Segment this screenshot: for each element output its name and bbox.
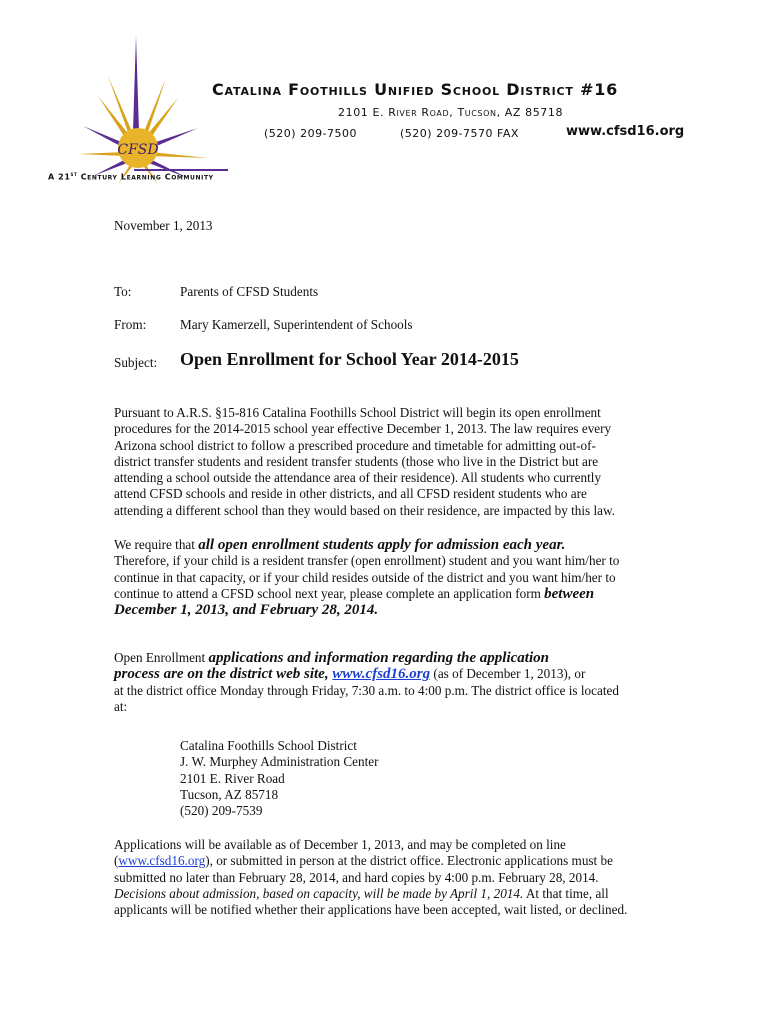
admission-decision-note: Decisions about admission, based on capacity, will be made by April 1, 2014. [114,885,524,901]
para3-line-1 [114,650,656,666]
office-address-line: Tucson, AZ 85718 [180,786,279,802]
tagline-pre: A 21 [48,172,71,182]
district-name: Catalina Foothills Unified School District #16 [212,80,619,99]
paragraph-2 [114,537,656,618]
para4-line-5: applicants will be notified whether their applications have been accepted, wait listed, or declined. [114,902,628,918]
para2-emphasis: all open enrollment students apply for admission each year. [198,537,566,553]
from-label: From: [114,317,147,332]
office-address-line: Catalina Foothills School District [180,738,357,753]
para2-lead: We require that [114,537,199,552]
para4-paren: ( [114,853,119,869]
office-address-line: 2101 E. River Road [180,770,285,786]
para1-line: Arizona school district to follow a prescribed procedure and timetable for admitting out-of- [114,437,596,453]
para3-emphasis-1: applications and information regarding the application [208,650,549,666]
logo-tagline [48,171,214,182]
paragraph-4 [114,837,656,918]
to-value: Parents of CFSD Students [180,284,319,299]
to-label: To: [114,284,132,299]
subject-label: Subject: [114,355,158,370]
para4-line-2 [114,853,656,869]
para2-between: between [544,585,595,602]
para3-lead: Open Enrollment [114,650,209,665]
para1-line: attending a school outside the attendance area of their residence). All students who currently [114,470,602,486]
tagline-sup: st [70,171,78,178]
office-address-line: (520) 209-7539 [180,803,263,819]
memo-date: November 1, 2013 [114,218,213,233]
para3-tail: (as of December 1, 2013), or [430,666,586,682]
para2-line-4 [114,586,656,602]
from-value: Mary Kamerzell, Superintendent of Schools [180,317,413,332]
para4-line4-tail: At that time, all [523,885,609,901]
para1-line: Pursuant to A.R.S. §15-816 Catalina Foothills School District will begin its open enrollment [114,405,601,420]
para2-line-1 [114,537,656,553]
district-website-header[interactable]: www.cfsd16.org [566,124,685,139]
district-website-link[interactable]: www.cfsd16.org [332,666,431,683]
office-address [180,738,379,819]
para3-emphasis-2: process are on the district web site, [114,666,333,683]
paragraph-3 [114,650,656,715]
para4-line-3: submitted no later than February 28, 2014, and hard copies by 4:00 p.m. February 28, 2014. [114,869,599,885]
para2-line-2: Therefore, if your child is a resident transfer (open enrollment) student and you want him/her to [114,553,620,569]
subject-value: Open Enrollment for School Year 2014-2015 [180,349,519,369]
para1-line: district transfer students and resident transfer students (those who live in the District but are [114,453,599,469]
district-phone: (520) 209-7500 [264,127,358,140]
tagline-post: Century Learning Community [77,172,214,182]
para1-line: attending a different school than they would based on their residence, are impacted by this law. [114,502,615,518]
para2-line4-text: continue to attend a CFSD school next year, please complete an application form [114,585,545,601]
logo-text: CFSD [117,142,159,158]
paragraph-1 [114,405,656,519]
para3-line-2 [114,666,656,682]
para1-line: attend CFSD schools and reside in other districts, and all CFSD resident students who are [114,486,587,502]
para3-line-4: at: [114,698,128,714]
cfsd-logo [38,36,228,186]
para4-line-4 [114,886,656,902]
para4-line2-tail: ), or submitted in person at the district office. Electronic applications must be [205,853,613,869]
office-address-line: J. W. Murphey Administration Center [180,754,379,770]
para3-line-3: at the district office Monday through Friday, 7:30 a.m. to 4:00 p.m. The district office is located [114,682,619,698]
para2-dates: December 1, 2013, and February 28, 2014. [114,602,379,619]
application-website-link[interactable]: www.cfsd16.org [118,853,206,869]
district-address: 2101 E. River Road, Tucson, AZ 85718 [338,106,564,119]
para2-line-3: continue in that capacity, or if your child resides outside of the district and you want him/her to [114,569,616,585]
para4-line-1: Applications will be available as of December 1, 2013, and may be completed on line [114,837,566,852]
para1-line: procedures for the 2014-2015 school year effective December 1, 2013. The law requires every [114,421,612,437]
district-fax: (520) 209-7570 FAX [400,127,519,140]
